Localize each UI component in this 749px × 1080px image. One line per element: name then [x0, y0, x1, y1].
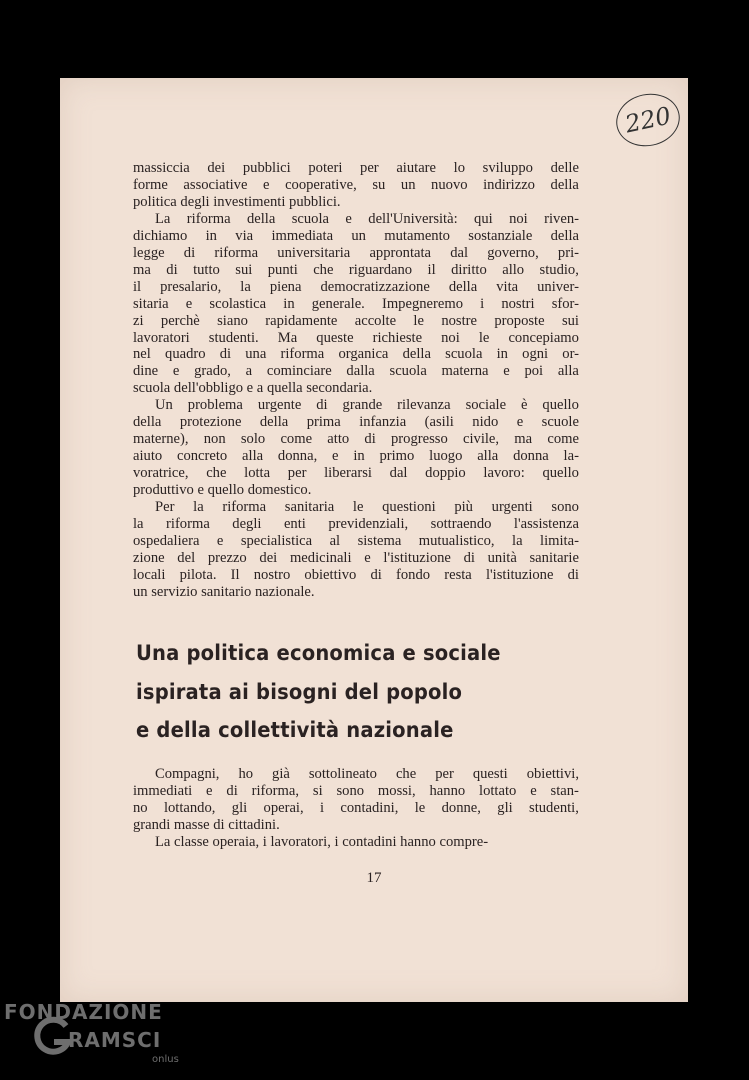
fondazione-gramsci-logo — [4, 1000, 184, 1078]
text-line: La riforma della scuola e dell'Università: qui noi riven- — [155, 210, 579, 227]
text-line: dichiamo in via immediata un mutamento sostanziale della — [133, 227, 579, 244]
text-line: zi perchè siano rapidamente accolte le nostre proposte sui — [133, 312, 579, 329]
text-line: nel quadro di una riforma organica della scuola in ogni or- — [133, 346, 579, 363]
text-line: dine e grado, a cominciare dalla scuola materna e poi alla — [133, 363, 579, 380]
text-line: aiuto concreto alla donna, e in primo luogo alla donna la- — [133, 448, 579, 465]
document-page — [60, 78, 688, 1002]
archive-number: 220 — [622, 101, 674, 139]
text-line: grandi masse di cittadini. — [133, 816, 280, 833]
text-line: legge di riforma universitaria approntata dal governo, pri- — [133, 244, 579, 261]
text-line: la riforma degli enti previdenziali, sottraendo l'assistenza — [133, 516, 579, 533]
page-number: 17 — [366, 870, 382, 886]
text-line: il presalario, la piena democratizzazione della vita univer- — [133, 278, 579, 295]
text-line: della protezione della prima infanzia (asili nido e scuole — [133, 414, 579, 431]
text-line: no lottando, gli operai, i contadini, le donne, gli studenti, — [133, 799, 579, 816]
text-line: sitaria e scolastica in generale. Impegneremo i nostri sfor- — [133, 295, 579, 312]
text-line: politica degli investimenti pubblici. — [133, 193, 341, 210]
heading-line: Una politica economica e sociale — [136, 641, 501, 665]
heading-line: ispirata ai bisogni del popolo — [136, 679, 463, 704]
body-text-top — [133, 160, 579, 601]
text-line: Compagni, ho già sottolineato che per questi obiettivi, — [155, 766, 579, 782]
text-line: ma di tutto sui punti che riguardano il diritto allo studio, — [133, 261, 579, 278]
logo-line-1: FONDAZIONE — [4, 1000, 163, 1024]
text-line: locali pilota. Il nostro obiettivo di fondo resta l'istituzione di — [133, 566, 579, 583]
text-line: forme associative e cooperative, su un nuovo indirizzo della — [133, 176, 579, 193]
section-heading — [136, 634, 564, 750]
text-line: materne), non solo come atto di progresso civile, ma come — [133, 431, 579, 448]
text-line: Per la riforma sanitaria le questioni più urgenti sono — [155, 499, 579, 516]
text-line: immediati e di riforma, si sono mossi, hanno lottato e stan- — [133, 782, 579, 799]
text-line: lavoratori studenti. Ma queste richieste noi le concepiamo — [133, 329, 579, 346]
logo-line-3: onlus — [152, 1054, 179, 1065]
text-line: Un problema urgente di grande rilevanza sociale è quello — [155, 397, 579, 414]
logo-line-2: RAMSCI — [68, 1028, 162, 1052]
heading-line: e della collettività nazionale — [136, 718, 454, 742]
text-line: un servizio sanitario nazionale. — [133, 583, 315, 600]
text-line: produttivo e quello domestico. — [133, 482, 312, 499]
body-text-bottom — [133, 766, 579, 851]
archive-number-stamp — [611, 88, 684, 152]
text-line: La classe operaia, i lavoratori, i contadini hanno compre- — [155, 833, 489, 850]
text-line: massiccia dei pubblici poteri per aiutare lo sviluppo delle — [133, 160, 579, 176]
text-line: zione del prezzo dei medicinali e l'istituzione di unità sanitarie — [133, 549, 579, 566]
text-line: ospedaliera e specialistica al sistema mutualistico, la limita- — [133, 532, 579, 549]
text-line: scuola dell'obbligo e a quella secondaria. — [133, 380, 373, 397]
text-line: voratrice, che lotta per liberarsi dal doppio lavoro: quello — [133, 465, 579, 482]
